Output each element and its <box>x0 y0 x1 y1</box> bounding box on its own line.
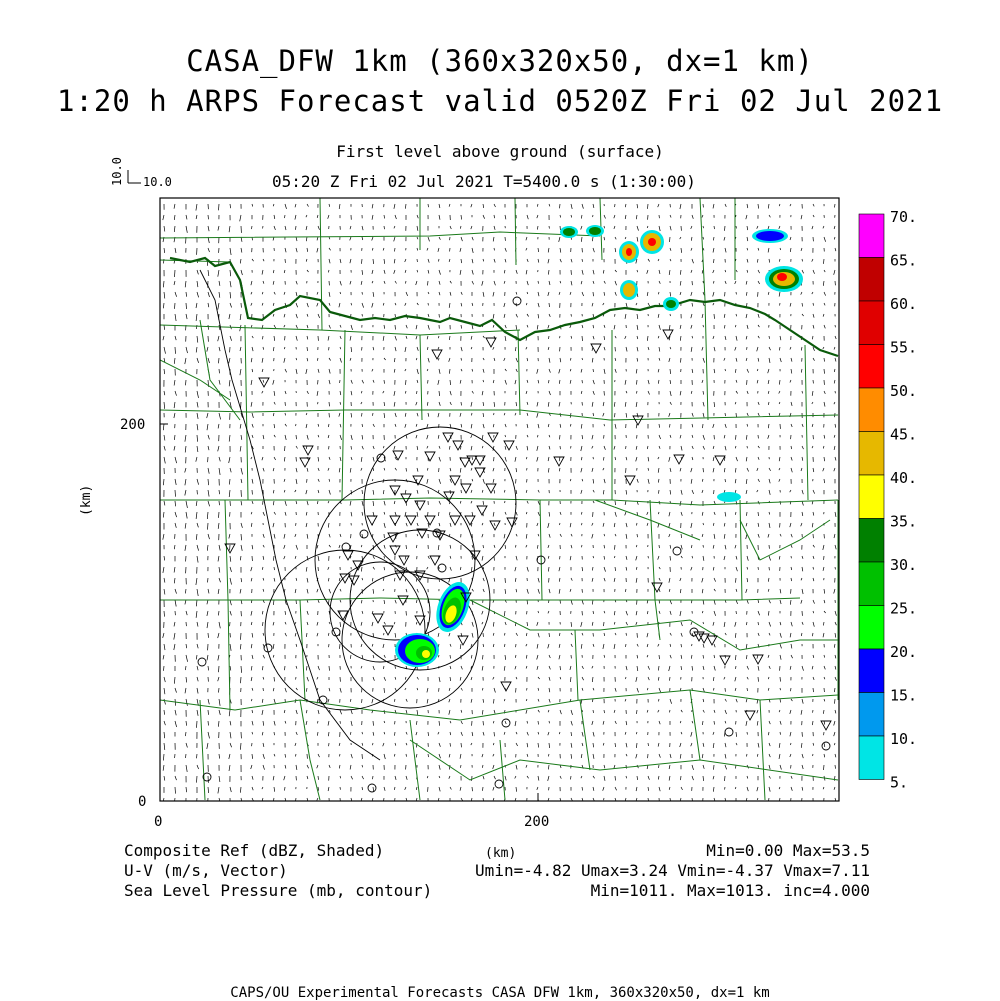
station-marker-triangle <box>453 441 463 450</box>
colorbar-swatch <box>859 301 884 345</box>
pressure-contour <box>200 270 380 760</box>
station-marker-triangle <box>398 596 408 605</box>
y-tick-200: 200 <box>120 417 146 433</box>
footer-field-3: Sea Level Pressure (mb, contour) <box>124 881 433 900</box>
station-marker-triangle <box>367 516 377 525</box>
x-tick-0: 0 <box>154 814 163 830</box>
station-marker-triangle <box>343 551 353 560</box>
station-marker-triangle <box>674 455 684 464</box>
colorbar-level-label: 45. <box>890 425 918 444</box>
station-marker-triangle <box>501 682 511 691</box>
station-marker-triangle <box>720 656 730 665</box>
colorbar-swatch <box>859 388 884 432</box>
station-marker-triangle <box>425 516 435 525</box>
footer-stats-1: Min=0.00 Max=53.5 <box>706 841 870 860</box>
axis-ticks <box>160 424 538 801</box>
colorbar-swatch <box>859 519 884 563</box>
station-marker-circle <box>725 728 733 736</box>
footer-field-1: Composite Ref (dBZ, Shaded) <box>124 841 385 860</box>
colorbar-level-label: 65. <box>890 251 918 270</box>
credit-line: CAPS/OU Experimental Forecasts CASA DFW 1km, 360x320x50, dx=1 km <box>230 985 770 1001</box>
station-marker-triangle <box>458 636 468 645</box>
station-marker-triangle <box>393 451 403 460</box>
station-marker-circle <box>513 297 521 305</box>
station-marker-triangle <box>707 636 717 645</box>
storm-cell-dfw-south <box>395 633 439 667</box>
colorbar-swatch <box>859 606 884 650</box>
colorbar-level-label: 35. <box>890 512 918 531</box>
station-marker-triangle <box>715 456 725 465</box>
station-marker-triangle <box>303 446 313 455</box>
station-marker-triangle <box>399 556 409 565</box>
colorbar-swatch <box>859 345 884 389</box>
colorbar-swatch <box>859 649 884 693</box>
station-marker-triangle <box>373 614 383 623</box>
colorbar-level-label: 40. <box>890 469 918 487</box>
station-marker-circle <box>495 780 503 788</box>
station-marker-triangle <box>432 350 442 359</box>
station-marker-triangle <box>663 330 673 339</box>
reference-vector-vertical-label: 10.0 <box>110 157 124 186</box>
station-marker-triangle <box>488 433 498 442</box>
wind-vectors <box>163 204 837 805</box>
colorbar-swatch <box>859 258 884 302</box>
station-marker-triangle <box>507 518 517 527</box>
station-marker-triangle <box>425 452 435 461</box>
station-marker-triangle <box>390 546 400 555</box>
station-marker-triangle <box>443 433 453 442</box>
station-marker-triangle <box>821 721 831 730</box>
station-marker-circle <box>198 658 206 666</box>
colorbar-level-label: 10. <box>890 730 918 748</box>
station-marker-circle <box>822 742 830 750</box>
title-line-1: CASA_DFW 1km (360x320x50, dx=1 km) <box>186 44 814 78</box>
footer-stats-2: Umin=-4.82 Umax=3.24 Vmin=-4.37 Vmax=7.11 <box>475 861 870 880</box>
colorbar-level-label: 70. <box>890 208 918 226</box>
colorbar-swatch <box>859 475 884 519</box>
station-marker-triangle <box>383 626 393 635</box>
x-axis-label: (km) <box>485 846 517 861</box>
wind-vector-field <box>163 204 837 805</box>
station-marker-triangle <box>753 655 763 664</box>
station-marker-triangle <box>340 574 350 583</box>
x-tick-200: 200 <box>524 814 550 830</box>
colorbar-level-label: 30. <box>890 556 918 574</box>
reference-vector-horizontal-label: 10.0 <box>143 175 172 189</box>
storm-cell-east <box>717 492 741 502</box>
storm-cells-north <box>560 225 803 311</box>
colorbar-level-label: 20. <box>890 643 918 661</box>
colorbar-level-label: 50. <box>890 382 918 400</box>
colorbar-level-label: 15. <box>890 686 918 705</box>
colorbar-swatch <box>859 214 884 258</box>
y-tick-0: 0 <box>138 794 147 810</box>
station-marker-triangle <box>461 484 471 493</box>
station-marker-triangle <box>415 501 425 510</box>
colorbar-swatch <box>859 736 884 780</box>
station-marker-circle <box>368 784 376 792</box>
station-marker-triangle <box>450 476 460 485</box>
footer-field-2: U-V (m/s, Vector) <box>124 861 288 880</box>
station-marker-triangle <box>406 516 416 525</box>
station-marker-circle <box>673 547 681 555</box>
station-marker-triangle <box>450 516 460 525</box>
station-marker-triangle <box>745 711 755 720</box>
plot-area <box>79 198 839 861</box>
station-marker-triangle <box>486 338 496 347</box>
time-subtitle: 05:20 Z Fri 02 Jul 2021 T=5400.0 s (1:30:00) <box>272 172 696 191</box>
colorbar-level-label: 60. <box>890 295 918 313</box>
colorbar-level-label: 25. <box>890 599 918 618</box>
station-marker-triangle <box>477 506 487 515</box>
level-subtitle: First level above ground (surface) <box>336 142 664 161</box>
observation-stations <box>198 297 831 792</box>
station-marker-triangle <box>444 492 454 501</box>
reflectivity-colorbar <box>859 208 917 792</box>
station-marker-triangle <box>652 583 662 592</box>
station-marker-triangle <box>554 457 564 466</box>
title-line-2: 1:20 h ARPS Forecast valid 0520Z Fri 02 Jul 2021 <box>56 84 944 118</box>
radar-range-rings <box>265 427 516 710</box>
colorbar-swatch <box>859 432 884 476</box>
colorbar-level-label: 55. <box>890 338 918 357</box>
colorbar-swatch <box>859 693 884 737</box>
footer-stats-3: Min=1011. Max=1013. inc=4.000 <box>590 881 870 900</box>
station-marker-circle <box>360 530 368 538</box>
colorbar-swatch <box>859 562 884 606</box>
reference-vector <box>110 157 172 189</box>
colorbar-level-label: 5. <box>890 773 909 792</box>
y-axis-label: (km) <box>79 484 94 516</box>
